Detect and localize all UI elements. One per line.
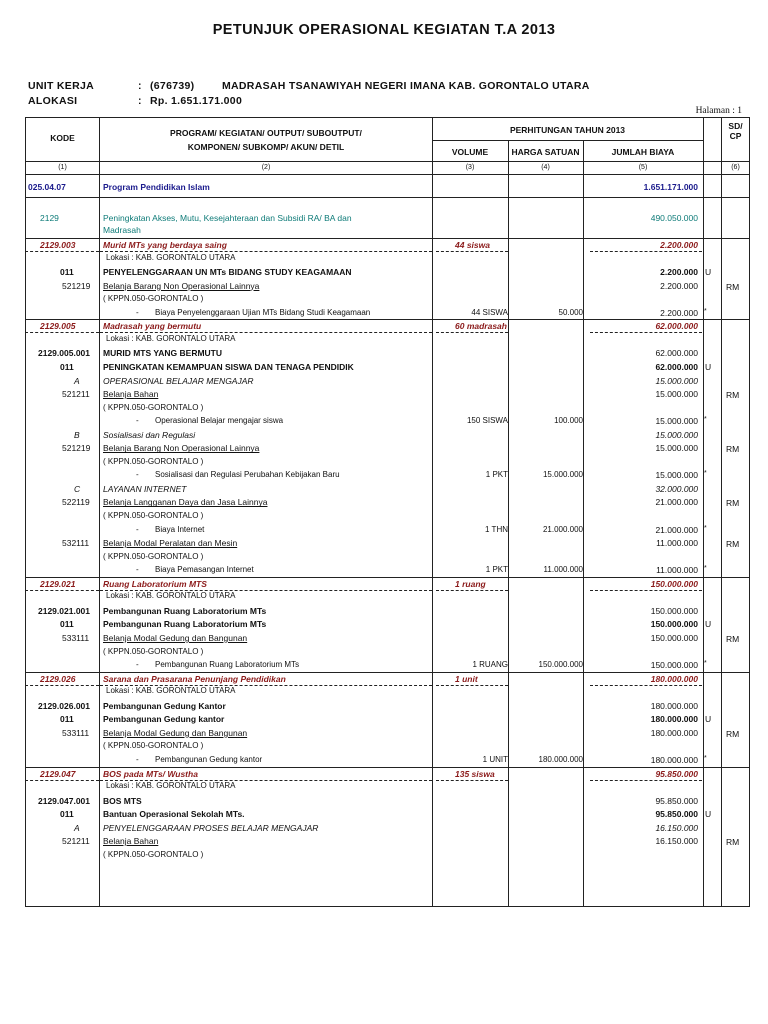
output-row-dashed-line [25, 685, 99, 686]
page-number: Halaman : 1 [695, 106, 742, 116]
row-kppn: ( KPPN.050-GORONTALO ) [103, 849, 204, 859]
row-bullet: - [136, 307, 139, 317]
row-desc: Madrasah yang bermutu [103, 321, 202, 332]
row-lokasi: Lokasi : KAB. GORONTALO UTARA [106, 686, 236, 696]
row-jumlah: 490.050.000 [650, 213, 698, 223]
output-row-dashed-line [590, 780, 702, 781]
row-code: 2129.047 [40, 768, 76, 779]
row-code: 011 [60, 361, 74, 372]
row-mark: * [704, 416, 707, 424]
row-desc: MURID MTS YANG BERMUTU [103, 348, 223, 359]
row-cp: RM [726, 390, 740, 401]
row-cp: RM [726, 281, 740, 292]
row-code: 2129.021 [40, 578, 76, 589]
col-divider-code [99, 117, 100, 907]
col-number-5: (5) [638, 164, 648, 171]
row-code: 532111 [62, 538, 90, 549]
output-row-dashed-line [25, 590, 99, 591]
row-code: A [74, 822, 80, 833]
row-sd: U [705, 361, 712, 372]
row-jumlah: 150.000.000 [650, 633, 698, 643]
row-jumlah: 11.000.000 [656, 538, 698, 549]
row-volume: 135 siswa [455, 768, 495, 779]
row-desc-continued: Madrasah [103, 225, 141, 235]
row-jumlah: 180.000.000 [650, 673, 698, 684]
row-desc: Belanja Modal Gedung dan Bangunan [103, 633, 248, 643]
row-cp: RM [726, 444, 740, 455]
row-desc: BOS pada MTs/ Wustha [103, 768, 198, 779]
row-jumlah: 1.651.171.000 [643, 182, 698, 192]
row-desc: Biaya Internet [155, 524, 205, 534]
row-kppn: ( KPPN.050-GORONTALO ) [103, 511, 204, 520]
row-harga: 21.000.000 [542, 524, 583, 534]
row-cp: RM [726, 728, 740, 739]
row-harga: 100.000 [554, 416, 583, 426]
col-divider-jumlah [703, 117, 704, 907]
row-code: 521211 [62, 836, 90, 847]
output-row-dashed-line [436, 332, 508, 333]
row-code: 521211 [62, 389, 90, 400]
row-code: 522119 [62, 497, 90, 508]
row-jumlah: 95.850.000 [655, 809, 698, 820]
row-kppn: ( KPPN.050-GORONTALO ) [103, 646, 204, 656]
row-desc: Belanja Bahan [103, 389, 159, 400]
row-jumlah: 15.000.000 [655, 470, 698, 481]
row-desc: Pembangunan Ruang Laboratorium MTs [103, 605, 267, 616]
row-bullet: - [136, 565, 139, 575]
row-cp: RM [726, 539, 740, 550]
row-jumlah: 62.000.000 [655, 361, 698, 372]
output-row-dashed-line [25, 780, 99, 781]
output-row-top-line [25, 577, 750, 578]
row-jumlah: 32.000.000 [655, 483, 698, 494]
row-cp: RM [726, 498, 740, 509]
row-desc: LAYANAN INTERNET [103, 483, 187, 494]
row-mark: * [704, 524, 707, 532]
row-desc: PENYELENGGARAAN PROSES BELAJAR MENGAJAR [103, 822, 319, 833]
row-code: 533111 [62, 727, 90, 738]
row-jumlah: 15.000.000 [655, 389, 698, 400]
row-volume: 1 PKT [485, 470, 508, 480]
row-code: 521219 [62, 443, 91, 454]
output-row-top-line [25, 672, 750, 673]
row-lokasi: Lokasi : KAB. GORONTALO UTARA [106, 333, 236, 343]
row-bullet: - [136, 416, 139, 426]
row-sd: U [705, 267, 712, 278]
row-desc: Biaya Pemasangan Internet [155, 565, 254, 575]
row-desc: Belanja Bahan [103, 836, 159, 847]
row-lokasi: Lokasi : KAB. GORONTALO UTARA [106, 591, 236, 601]
row-jumlah: 15.000.000 [655, 416, 698, 427]
row-code: 2129.005.001 [38, 348, 90, 359]
col-number-3: (3) [465, 164, 475, 171]
row-kppn: ( KPPN.050-GORONTALO ) [103, 456, 204, 466]
row-jumlah: 95.850.000 [655, 768, 698, 779]
row-harga: 15.000.000 [542, 470, 583, 480]
row-volume: 150 SISWA [466, 416, 508, 426]
row-code: 2129.047.001 [38, 795, 90, 806]
row-code: 533111 [62, 633, 90, 643]
header-line-numbers [25, 174, 750, 175]
row-sd: U [705, 809, 712, 820]
kegiatan-row-dashed-line [590, 238, 702, 239]
row-code: 011 [60, 619, 74, 630]
row-volume: 60 madrasah [455, 321, 507, 332]
row-jumlah: 15.000.000 [655, 375, 698, 386]
row-jumlah: 16.150.000 [655, 822, 698, 833]
row-mark: * [704, 307, 707, 315]
row-jumlah: 21.000.000 [655, 524, 698, 535]
col-header-program-line1: PROGRAM/ KEGIATAN/ OUTPUT/ SUBOUTPUT/ [170, 128, 362, 138]
row-mark: * [704, 754, 707, 762]
row-code: A [74, 375, 80, 386]
row-desc: Bantuan Operasional Sekolah MTs. [103, 809, 245, 820]
row-desc: Peningkatan Akses, Mutu, Kesejahteraan dan Subsidi RA/ BA dan [103, 213, 352, 223]
col-header-program-line2: KOMPONEN/ SUBKOMP/ AKUN/ DETIL [187, 142, 345, 152]
row-kppn: ( KPPN.050-GORONTALO ) [103, 294, 204, 304]
row-kppn: ( KPPN.050-GORONTALO ) [103, 741, 204, 751]
row-bullet: - [136, 660, 139, 669]
row-desc: Program Pendidikan Islam [103, 182, 210, 192]
row-jumlah: 2.200.000 [660, 267, 698, 278]
row-jumlah: 150.000.000 [650, 619, 698, 630]
col-header-perhitungan: PERHITUNGAN TAHUN 2013 [509, 125, 626, 135]
col-divider-program [432, 117, 433, 907]
row-desc: BOS MTS [103, 795, 142, 806]
unit-kerja-code: (676739) [150, 80, 195, 92]
row-jumlah: 150.000.000 [650, 660, 698, 670]
row-desc: PENINGKATAN KEMAMPUAN SISWA DAN TENAGA PENDIDIK [103, 361, 354, 372]
row-harga: 180.000.000 [538, 754, 583, 764]
col-number-4: (4) [541, 164, 550, 171]
alokasi-separator: : [138, 95, 142, 107]
row-lokasi: Lokasi : KAB. GORONTALO UTARA [106, 252, 236, 262]
col-number-2: (2) [261, 164, 271, 171]
row-code: 2129 [40, 213, 59, 223]
row-volume: 1 ruang [455, 578, 486, 589]
row-cp: RM [726, 837, 740, 848]
kegiatan-row-dashed-line [100, 238, 432, 239]
row-jumlah: 62.000.000 [655, 321, 698, 332]
row-code: 011 [60, 267, 74, 278]
row-desc: Belanja Barang Non Operasional Lainnya [103, 443, 260, 454]
col-header-jumlah: JUMLAH BIAYA [611, 147, 675, 157]
row-mark: * [704, 660, 707, 667]
row-harga: 11.000.000 [543, 565, 583, 575]
col-header-cp: CP [729, 131, 742, 141]
row-jumlah: 180.000.000 [650, 714, 698, 725]
row-desc: Belanja Langganan Daya dan Jasa Lainnya [103, 497, 268, 508]
output-row-dashed-line [590, 685, 702, 686]
header-line-perhitungan [432, 140, 703, 141]
row-desc: PENYELENGGARAAN UN MTs BIDANG STUDY KEAGAMAAN [103, 267, 352, 278]
row-jumlah: 15.000.000 [655, 429, 698, 440]
row-desc: Sosialisasi dan Regulasi [103, 429, 196, 440]
row-jumlah: 16.150.000 [655, 836, 698, 847]
row-code: 521219 [62, 280, 91, 291]
col-divider-sd [721, 117, 722, 907]
row-harga: 150.000.000 [538, 660, 583, 669]
row-lokasi: Lokasi : KAB. GORONTALO UTARA [106, 781, 236, 790]
output-row-top-line [25, 767, 750, 768]
row-volume: 1 unit [455, 673, 478, 684]
row-code: 2129.026 [40, 673, 76, 684]
row-bullet: - [136, 470, 139, 480]
row-jumlah: 2.200.000 [660, 307, 698, 318]
row-jumlah: 150.000.000 [650, 605, 698, 616]
col-header-volume: VOLUME [451, 147, 489, 157]
row-desc: Biaya Penyelenggaraan Ujian MTs Bidang Studi Keagamaan [155, 307, 371, 317]
row-volume: 1 PKT [485, 565, 508, 575]
output-row-dashed-line [436, 251, 508, 252]
row-volume: 44 siswa [455, 240, 490, 250]
row-jumlah: 2.200.000 [660, 280, 698, 291]
output-row-dashed-line [590, 590, 702, 591]
row-desc: Pembangunan Gedung kantor [155, 754, 263, 764]
row-jumlah: 180.000.000 [650, 754, 698, 765]
row-code: 2129.005 [40, 321, 76, 332]
row-volume: 1 UNIT [482, 754, 508, 764]
row-kppn: ( KPPN.050-GORONTALO ) [103, 402, 204, 412]
row-desc: Sosialisasi dan Regulasi Perubahan Kebijakan Baru [155, 470, 340, 480]
document-title: PETUNJUK OPERASIONAL KEGIATAN T.A 2013 [212, 22, 556, 38]
col-divider-volume [508, 140, 509, 907]
row-jumlah: 2.200.000 [660, 240, 698, 250]
output-row-dashed-line [436, 590, 508, 591]
output-row-dashed-line [590, 251, 702, 252]
col-number-6: (6) [731, 164, 740, 171]
row-cp: RM [726, 634, 740, 644]
alokasi-label: ALOKASI [28, 95, 78, 107]
row-desc: Ruang Laboratorium MTS [103, 578, 207, 589]
alokasi-value: Rp. 1.651.171.000 [150, 95, 243, 107]
col-header-harga: HARGA SATUAN [511, 147, 580, 157]
row-code: 2129.003 [40, 240, 76, 250]
col-divider-harga [583, 140, 584, 907]
row-code: 2129.026.001 [38, 700, 90, 711]
row-bullet: - [136, 524, 139, 534]
row-jumlah: 62.000.000 [655, 348, 698, 359]
row-desc: Belanja Modal Peralatan dan Mesin [103, 538, 238, 549]
unit-kerja-separator: : [138, 80, 142, 92]
row-jumlah: 21.000.000 [655, 497, 698, 508]
unit-kerja-name: MADRASAH TSANAWIYAH NEGERI IMANA KAB. GORONTALO UTARA [222, 80, 590, 92]
col-header-sd: SD/ [728, 121, 743, 131]
row-desc: Pembangunan Gedung kantor [103, 714, 225, 725]
row-bullet: - [136, 754, 139, 764]
col-header-kode: KODE [50, 133, 75, 143]
row-jumlah: 180.000.000 [650, 727, 698, 738]
unit-kerja-label: UNIT KERJA [28, 80, 95, 92]
row-kppn: ( KPPN.050-GORONTALO ) [103, 551, 204, 561]
row-jumlah: 150.000.000 [650, 578, 698, 589]
row-sd: U [705, 714, 712, 725]
output-row-dashed-line [25, 251, 99, 252]
row-desc: OPERASIONAL BELAJAR MENGAJAR [103, 375, 254, 386]
col-number-1: (1) [58, 164, 67, 171]
row-desc: Belanja Barang Non Operasional Lainnya [103, 280, 260, 291]
output-row-dashed-line [25, 332, 99, 333]
row-mark: * [704, 565, 707, 573]
output-row-top-line [25, 319, 750, 320]
output-row-dashed-line [436, 685, 508, 686]
row-code: C [74, 483, 81, 494]
row-jumlah: 95.850.000 [655, 795, 698, 806]
row-volume: 44 SISWA [471, 307, 508, 317]
output-row-dashed-line [590, 332, 702, 333]
row-volume: 1 THN [485, 524, 508, 534]
row-volume: 1 RUANG [472, 660, 508, 669]
row-desc: Operasional Belajar mengajar siswa [155, 416, 284, 426]
row-desc: Sarana dan Prasarana Penunjang Pendidikan [103, 673, 286, 684]
output-row-dashed-line [436, 780, 508, 781]
row-jumlah: 180.000.000 [650, 700, 698, 711]
row-harga: 50.000 [558, 307, 583, 317]
row-mark: * [704, 470, 707, 478]
row-sd: U [705, 619, 712, 630]
row-desc: Pembangunan Ruang Laboratorium MTs [155, 660, 300, 669]
row-code: 2129.021.001 [38, 605, 90, 616]
row-desc: Belanja Modal Gedung dan Bangunan [103, 727, 248, 738]
header-line-bottom [25, 161, 750, 162]
row-jumlah: 11.000.000 [656, 565, 698, 576]
row-jumlah: 15.000.000 [655, 443, 698, 454]
program-row-line [25, 197, 750, 198]
row-code: B [74, 429, 80, 440]
row-code: 025.04.07 [28, 182, 66, 192]
row-code: 011 [60, 714, 74, 725]
row-code: 011 [60, 809, 74, 820]
row-desc: Murid MTs yang berdaya saing [103, 240, 227, 250]
row-desc: Pembangunan Gedung Kantor [103, 700, 226, 711]
row-desc: Pembangunan Ruang Laboratorium MTs [103, 619, 267, 630]
